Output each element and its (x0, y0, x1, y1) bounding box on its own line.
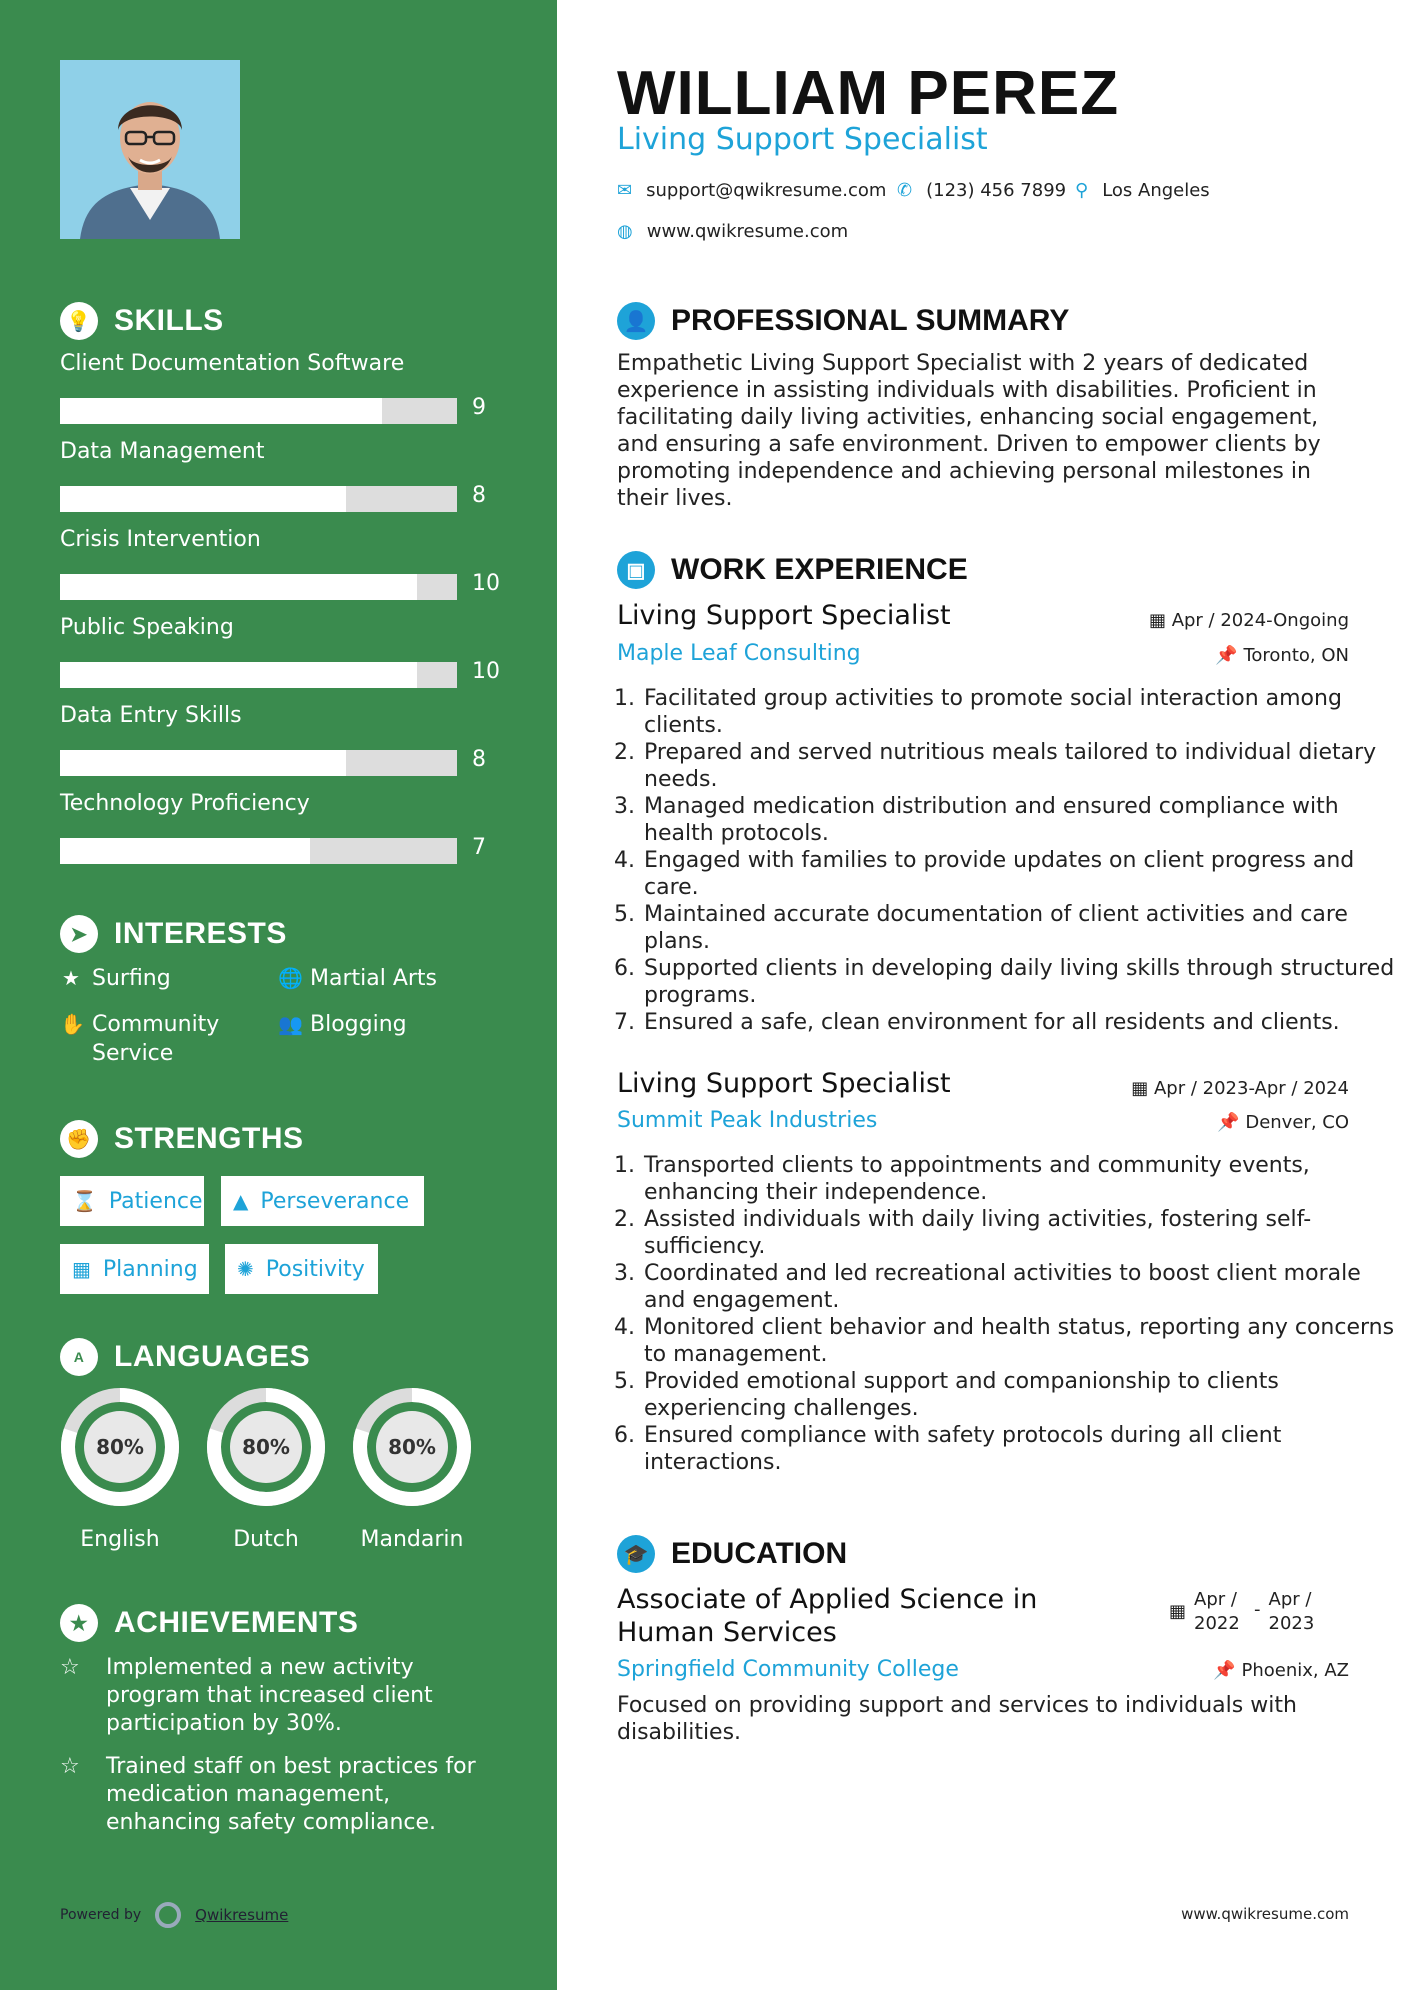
summary-heading: 👤 PROFESSIONAL SUMMARY (617, 302, 1069, 340)
shooting-star-icon: ☆ (60, 1655, 80, 1680)
contact-location: ⚲ Los Angeles (1075, 180, 1210, 201)
job-location: 📌 Toronto, ON (1215, 645, 1349, 666)
star-badge-icon: ★ (60, 1604, 98, 1642)
skill-item (60, 527, 500, 596)
candidate-role: Living Support Specialist (617, 122, 988, 157)
strengths-heading: ✊ STRENGTHS (60, 1120, 304, 1158)
languages-heading: A LANGUAGES (60, 1338, 310, 1376)
skill-item (60, 615, 500, 684)
skill-value: 10 (472, 659, 500, 684)
education-location: 📌 Phoenix, AZ (1213, 1660, 1349, 1681)
skill-value: 10 (472, 571, 500, 596)
strength-badge: ▲ Perseverance (221, 1176, 424, 1226)
skill-bar (60, 662, 457, 688)
skill-name: Client Documentation Software (60, 351, 405, 376)
language-gauge (58, 1385, 182, 1509)
skill-bar-fill (60, 662, 417, 688)
language-gauge (350, 1385, 474, 1509)
duty-item: 5. Maintained accurate documentation of client activities and care plans. (642, 901, 1402, 955)
duty-item: 7. Ensured a safe, clean environment for all residents and clients. (642, 1009, 1402, 1036)
graduation-icon: 🎓 (617, 1535, 655, 1573)
duty-item: 2. Prepared and served nutritious meals tailored to individual dietary needs. (642, 739, 1402, 793)
skill-name: Data Entry Skills (60, 703, 242, 728)
strength-badge: ✺ Positivity (225, 1244, 378, 1294)
skill-bar-fill (60, 574, 417, 600)
school-name: Springfield Community College (617, 1657, 959, 1682)
briefcase-icon: ▣ (617, 551, 655, 589)
contact-website: ◍ www.qwikresume.com (617, 221, 849, 242)
skill-bar (60, 486, 457, 512)
users-icon: 👥 (278, 1012, 303, 1036)
main-content (557, 0, 1407, 1990)
duty-item: 1. Facilitated group activities to promote social interaction among clients. (642, 685, 1402, 739)
achievement-item: ☆ Trained staff on best practices for medication management, enhancing safety compliance. (60, 1754, 476, 1835)
job-title: Living Support Specialist (617, 600, 951, 631)
achievement-item: ☆ Implemented a new activity program that increased client participation by 30%. (60, 1655, 433, 1736)
job-duties (612, 685, 1402, 1036)
skill-bar (60, 838, 457, 864)
interests-heading: ➤ INTERESTS (60, 915, 287, 953)
powered-by: Powered by Qwikresume (60, 1902, 288, 1928)
pin-icon: 📌 (1215, 645, 1238, 666)
contact-phone: ✆ (123) 456 7899 (897, 180, 1067, 201)
skill-value: 8 (472, 747, 486, 772)
achievements-heading: ★ ACHIEVEMENTS (60, 1604, 358, 1642)
road-icon: ▲ (233, 1189, 249, 1213)
globe-icon: 🌐 (278, 966, 303, 990)
phone-icon: ✆ (897, 180, 913, 201)
work-heading: ▣ WORK EXPERIENCE (617, 551, 968, 589)
job-duties (612, 1152, 1402, 1476)
education-description: Focused on providing support and services to individuals with disabilities. (617, 1693, 1297, 1745)
skill-bar-fill (60, 398, 382, 424)
star-icon: ★ (62, 966, 80, 990)
company-name: Maple Leaf Consulting (617, 641, 861, 666)
strength-badge: ⌛ Patience (60, 1176, 204, 1226)
education-heading: 🎓 EDUCATION (617, 1535, 847, 1573)
skill-bar-fill (60, 750, 346, 776)
skill-name: Technology Proficiency (60, 791, 310, 816)
skill-name: Data Management (60, 439, 265, 464)
hourglass-icon: ⌛ (72, 1189, 97, 1213)
skill-item (60, 351, 500, 420)
language-name: Dutch (233, 1527, 299, 1552)
duty-item: 4. Engaged with families to provide updates on client progress and care. (642, 847, 1402, 901)
job-title: Living Support Specialist (617, 1068, 951, 1099)
duty-item: 3. Coordinated and led recreational activities to boost client morale and engagement. (642, 1260, 1402, 1314)
envelope-icon: ✉ (617, 180, 633, 201)
company-name: Summit Peak Industries (617, 1108, 878, 1133)
calendar-icon: ▦ (72, 1257, 91, 1281)
interest-item: 🌐 Martial Arts (278, 966, 438, 991)
interest-item: 👥 Blogging (278, 1012, 407, 1037)
skill-item (60, 439, 500, 508)
skill-name: Public Speaking (60, 615, 234, 640)
interest-item: ★ Surfing (60, 964, 171, 993)
strength-badge: ▦ Planning (60, 1244, 209, 1294)
calendar-icon: ▦ (1131, 1078, 1149, 1099)
user-icon: 👤 (617, 302, 655, 340)
language-gauge (204, 1385, 328, 1509)
hand-icon: ✋ (60, 1012, 85, 1036)
qwikresume-link[interactable]: Qwikresume (195, 1906, 289, 1924)
lightbulb-icon: 💡 (60, 302, 98, 340)
duty-item: 2. Assisted individuals with daily living activities, fostering self-sufficiency. (642, 1206, 1402, 1260)
pin-icon: 📌 (1213, 1660, 1236, 1681)
duty-item: 6. Supported clients in developing daily living skills through structured programs. (642, 955, 1402, 1009)
skill-name: Crisis Intervention (60, 527, 261, 552)
skill-bar-fill (60, 486, 346, 512)
shooting-star-icon: ☆ (60, 1754, 80, 1779)
calendar-icon: ▦ (1169, 1601, 1187, 1622)
language-icon: A (60, 1338, 98, 1376)
job-dates: ▦ Apr / 2024-Ongoing (1148, 610, 1349, 631)
skill-item (60, 703, 500, 772)
qwikresume-logo-icon (155, 1902, 181, 1928)
skill-bar (60, 398, 457, 424)
calendar-icon: ▦ (1148, 610, 1166, 631)
duty-item: 6. Ensured compliance with safety protocols during all client interactions. (642, 1422, 1402, 1476)
summary-text: Empathetic Living Support Specialist with 2 years of dedicated experience in assisting individuals with disabilities. Proficient in facilitating daily living activities, enhancing social engagement, and ensuring a safe environment. Driven to empower clients by promoting independence and achieving personal milestones in their lives. (617, 351, 1321, 511)
language-item (58, 1385, 182, 1552)
skills-heading: 💡 SKILLS (60, 302, 224, 340)
candidate-name: WILLIAM PEREZ (617, 59, 1120, 128)
pin-icon: 📌 (1217, 1112, 1240, 1133)
language-percent: 80% (96, 1435, 144, 1459)
language-name: English (80, 1527, 160, 1552)
language-item (204, 1385, 328, 1552)
contact-email: ✉ support@qwikresume.com (617, 180, 887, 201)
duty-item: 5. Provided emotional support and companionship to clients experiencing challenges. (642, 1368, 1402, 1422)
footer-url: www.qwikresume.com (1181, 1905, 1349, 1923)
job-dates: ▦ Apr / 2023-Apr / 2024 (1131, 1078, 1349, 1099)
skill-bar (60, 574, 457, 600)
sun-icon: ✺ (237, 1257, 254, 1281)
globe-icon: ◍ (617, 221, 633, 242)
duty-item: 4. Monitored client behavior and health status, reporting any concerns to management. (642, 1314, 1402, 1368)
map-pin-icon: ⚲ (1075, 180, 1089, 201)
language-item (350, 1385, 474, 1552)
duty-item: 3. Managed medication distribution and ensured compliance with health protocols. (642, 793, 1402, 847)
interest-item: ✋ Community Service (60, 1012, 220, 1066)
skill-value: 9 (472, 395, 486, 420)
skill-value: 8 (472, 483, 486, 508)
profile-photo (60, 60, 240, 239)
language-percent: 80% (242, 1435, 290, 1459)
skill-value: 7 (472, 835, 486, 860)
skill-bar (60, 750, 457, 776)
skill-item (60, 791, 500, 860)
duty-item: 1. Transported clients to appointments and community events, enhancing their independence. (642, 1152, 1402, 1206)
education-dates: ▦ Apr / 2022 - Apr / 2023 (1169, 1589, 1315, 1634)
language-percent: 80% (388, 1435, 436, 1459)
paper-plane-icon: ➤ (60, 915, 98, 953)
sidebar (0, 0, 557, 1990)
job-location: 📌 Denver, CO (1217, 1112, 1349, 1133)
fist-icon: ✊ (60, 1120, 98, 1158)
degree-title: Associate of Applied Science in Human Services (617, 1584, 1038, 1648)
skill-bar-fill (60, 838, 310, 864)
language-name: Mandarin (360, 1527, 464, 1552)
